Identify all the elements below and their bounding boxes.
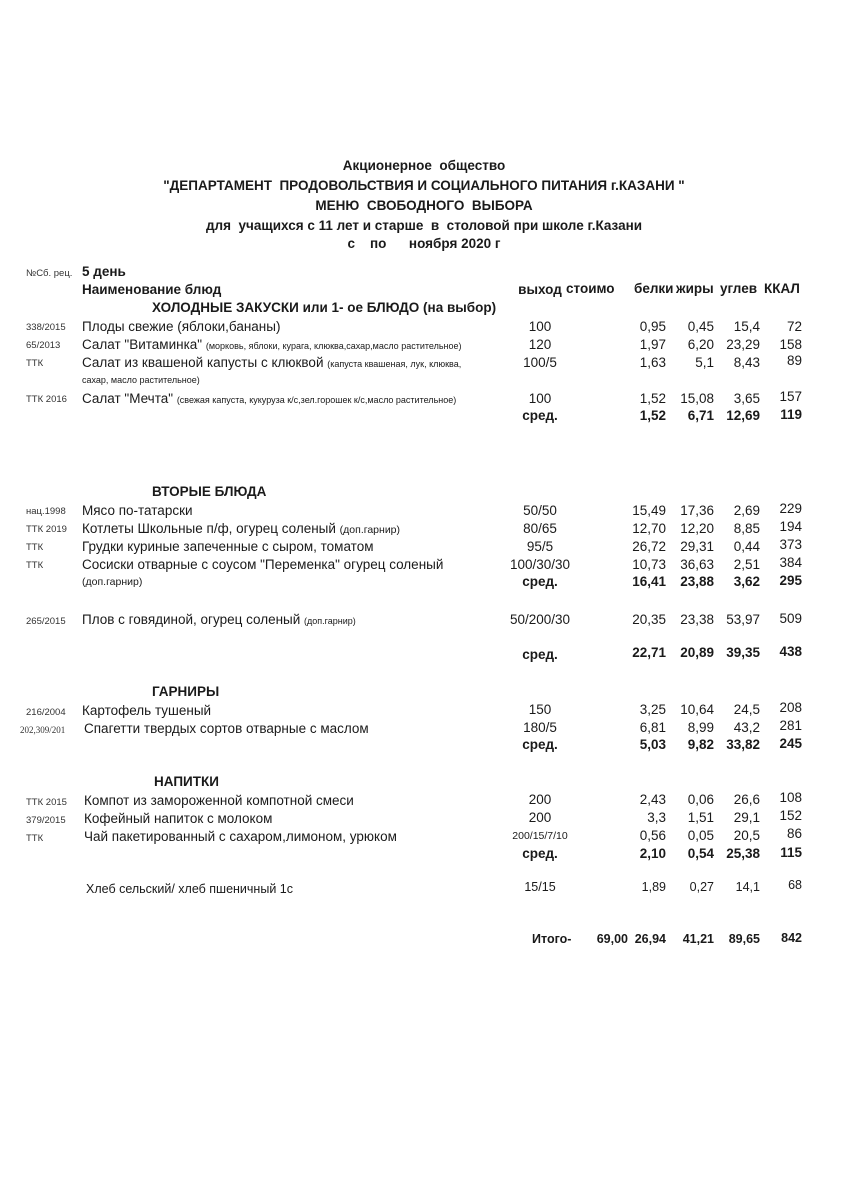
recipe-code: ТТК [26, 358, 44, 369]
fat-value: 0,54 [687, 846, 714, 861]
protein-value: 2,43 [639, 792, 666, 807]
dish-name: Салат "Мечта" [82, 391, 174, 406]
carbs-value: 25,38 [726, 846, 760, 861]
output-value: 180/5 [523, 720, 557, 735]
average-label: сред. [522, 846, 558, 861]
dish-name: Чай пакетированный с сахаром,лимоном, урюком [84, 829, 397, 844]
fat-value: 1,51 [687, 810, 714, 825]
dish-name: Котлеты Школьные п/ф, огурец соленый [82, 521, 336, 536]
carbs-value: 3,62 [733, 574, 760, 589]
recipe-code: 216/2004 [26, 707, 66, 718]
recipe-code: 379/2015 [26, 815, 66, 826]
fat-value: 6,20 [687, 337, 714, 352]
carbs-value: 2,69 [733, 503, 760, 518]
protein-value: 2,10 [639, 846, 666, 861]
carbs-value: 23,29 [726, 337, 760, 352]
total-protein: 26,94 [634, 932, 666, 946]
output-value: 100/5 [523, 355, 557, 370]
kcal-value: 89 [786, 353, 802, 368]
fat-value: 17,36 [680, 503, 714, 518]
fat-value: 36,63 [680, 557, 714, 572]
kcal-value: 509 [779, 611, 802, 626]
carbs-header: углев [720, 281, 757, 296]
kcal-value: 384 [779, 555, 802, 570]
kcal-value: 438 [779, 644, 802, 659]
protein-value: 3,3 [647, 810, 666, 825]
dish-name-wrap [82, 521, 400, 536]
kcal-value: 281 [779, 718, 802, 733]
recipe-code: ТТК [26, 833, 44, 844]
dish-name-header: Наименование блюд [82, 282, 222, 297]
fat-value: 0,27 [689, 880, 714, 894]
fat-value: 0,45 [687, 319, 714, 334]
protein-value: 12,70 [632, 521, 666, 536]
carbs-value: 20,5 [733, 828, 760, 843]
fat-value: 9,82 [687, 737, 714, 752]
carbs-value: 2,51 [733, 557, 760, 572]
recipe-no-header: №Сб. рец. [26, 268, 73, 279]
protein-value: 22,71 [632, 645, 666, 660]
protein-value: 0,56 [639, 828, 666, 843]
fat-header: жиры [676, 281, 714, 296]
section-title-drinks: НАПИТКИ [154, 774, 219, 789]
dish-name: Хлеб сельский/ хлеб пшеничный 1с [86, 882, 293, 896]
cost-header: стоимо [566, 281, 615, 296]
kcal-value: 157 [779, 389, 802, 404]
total-fat: 41,21 [682, 932, 714, 946]
dish-name: Спагетти твердых сортов отварные с маслом [84, 721, 369, 736]
fat-value: 0,06 [687, 792, 714, 807]
recipe-code: ТТК 2019 [26, 524, 67, 535]
fat-value: 23,38 [680, 612, 714, 627]
protein-value: 1,97 [639, 337, 666, 352]
protein-value: 0,95 [639, 319, 666, 334]
output-value: 100 [528, 319, 552, 334]
dish-ingredients: (капуста квашеная, лук, клюква, [327, 359, 462, 369]
output-value: 50/50 [523, 503, 557, 518]
fat-value: 8,99 [687, 720, 714, 735]
kcal-value: 108 [779, 790, 802, 805]
kcal-header: ККАЛ [764, 281, 800, 296]
protein-value: 16,41 [632, 574, 666, 589]
output-header: выход [518, 282, 562, 297]
output-value: 200 [528, 810, 552, 825]
protein-value: 5,03 [639, 737, 666, 752]
recipe-code: 265/2015 [26, 616, 66, 627]
dish-name: Салат "Витаминка" [82, 337, 203, 352]
protein-value: 1,52 [639, 408, 666, 423]
menu-title: МЕНЮ СВОБОДНОГО ВЫБОРА [315, 198, 533, 213]
kcal-value: 373 [779, 537, 802, 552]
dish-ingredients: (морковь, яблоки, курага, клюква,сахар,масло растительное) [205, 341, 462, 351]
dish-name: Плоды свежие (яблоки,бананы) [82, 319, 281, 334]
output-value: 80/65 [523, 521, 557, 536]
kcal-value: 86 [786, 826, 802, 841]
carbs-value: 15,4 [733, 319, 760, 334]
average-label: сред. [522, 737, 558, 752]
total-kcal: 842 [781, 931, 802, 945]
recipe-code: 202,309/201 [20, 725, 66, 735]
kcal-value: 194 [779, 519, 802, 534]
fat-value: 20,89 [680, 645, 714, 660]
protein-value: 1,89 [641, 880, 666, 894]
total-label: Итого- [532, 932, 572, 946]
dish-note: (доп.гарнир) [304, 616, 356, 626]
output-value: 200/15/7/10 [512, 830, 568, 842]
average-label: сред. [522, 574, 558, 589]
fat-value: 5,1 [695, 355, 714, 370]
recipe-code: ТТК 2016 [26, 394, 67, 405]
dish-name: Плов с говядиной, огурец соленый [82, 612, 301, 627]
protein-header: белки [634, 281, 674, 296]
kcal-value: 158 [779, 337, 802, 352]
fat-value: 23,88 [680, 574, 714, 589]
output-value: 15/15 [524, 880, 556, 894]
recipe-code: нац.1998 [26, 506, 66, 517]
output-value: 150 [528, 702, 552, 717]
kcal-value: 68 [788, 878, 802, 892]
fat-value: 15,08 [680, 391, 714, 406]
carbs-value: 0,44 [733, 539, 760, 554]
dish-name: Компот из замороженной компотной смеси [84, 793, 354, 808]
protein-value: 20,35 [632, 612, 666, 627]
output-value: 120 [528, 337, 552, 352]
fat-value: 0,05 [687, 828, 714, 843]
org-name: "ДЕПАРТАМЕНТ ПРОДОВОЛЬСТВИЯ И СОЦИАЛЬНОГО ПИТАНИЯ г.КАЗАНИ " [163, 178, 685, 193]
kcal-value: 208 [779, 700, 802, 715]
protein-value: 3,25 [639, 702, 666, 717]
dish-ingredients-cont: сахар, масло растительное) [82, 375, 200, 385]
menu-audience: для учащихся с 11 лет и старше в столовой при школе г.Казани [205, 218, 643, 233]
carbs-value: 8,85 [733, 521, 760, 536]
recipe-code: 65/2013 [26, 340, 61, 351]
output-value: 50/200/30 [509, 612, 571, 627]
carbs-value: 3,65 [733, 391, 760, 406]
org-type: Акционерное общество [342, 158, 506, 173]
recipe-code: ТТК [26, 560, 44, 571]
kcal-value: 115 [780, 845, 802, 860]
carbs-value: 39,35 [726, 645, 760, 660]
output-value: 95/5 [526, 539, 554, 554]
total-cost: 69,00 [596, 932, 628, 946]
total-carbs: 89,65 [728, 932, 760, 946]
kcal-value: 119 [780, 407, 802, 422]
day-label: 5 день [82, 264, 126, 279]
dish-name-wrap [82, 337, 462, 352]
recipe-code: 338/2015 [26, 322, 66, 333]
protein-value: 26,72 [632, 539, 666, 554]
recipe-code: ТТК [26, 542, 44, 553]
dish-name: Грудки куриные запеченные с сыром, томатом [82, 539, 374, 554]
average-label: сред. [522, 647, 558, 662]
fat-value: 12,20 [680, 521, 714, 536]
section-title-garnish: ГАРНИРЫ [152, 684, 220, 699]
output-value: 200 [528, 792, 552, 807]
carbs-value: 8,43 [733, 355, 760, 370]
kcal-value: 295 [779, 573, 802, 588]
protein-value: 1,52 [639, 391, 666, 406]
carbs-value: 29,1 [733, 810, 760, 825]
output-value: 100/30/30 [509, 557, 571, 572]
dish-note: (доп.гарнир) [82, 576, 143, 588]
carbs-value: 14,1 [735, 880, 760, 894]
carbs-value: 33,82 [726, 737, 760, 752]
protein-value: 6,81 [639, 720, 666, 735]
average-label: сред. [522, 408, 558, 423]
dish-name-wrap [82, 391, 456, 406]
protein-value: 15,49 [632, 503, 666, 518]
section-title-second: ВТОРЫЕ БЛЮДА [152, 484, 267, 499]
section-title-cold: ХОЛОДНЫЕ ЗАКУСКИ или 1- ое БЛЮДО (на выбор) [152, 300, 497, 315]
dish-name: Кофейный напиток с молоком [84, 811, 273, 826]
protein-value: 1,63 [639, 355, 666, 370]
kcal-value: 72 [786, 319, 802, 334]
fat-value: 29,31 [680, 539, 714, 554]
dish-name: Сосиски отварные с соусом "Переменка" огурец соленый [82, 557, 444, 572]
kcal-value: 229 [779, 501, 802, 516]
protein-value: 10,73 [632, 557, 666, 572]
fat-value: 10,64 [680, 702, 714, 717]
carbs-value: 24,5 [733, 702, 760, 717]
carbs-value: 26,6 [733, 792, 760, 807]
dish-note: (доп.гарнир) [339, 524, 401, 536]
menu-dates: с по ноября 2020 г [347, 236, 501, 251]
dish-name-wrap [82, 612, 356, 627]
recipe-code: ТТК 2015 [26, 797, 67, 808]
kcal-value: 245 [779, 736, 802, 751]
dish-name: Мясо по-татарски [82, 503, 193, 518]
carbs-value: 12,69 [726, 408, 760, 423]
dish-name: Салат из квашеной капусты с клюквой [82, 355, 324, 370]
output-value: 100 [528, 391, 552, 406]
fat-value: 6,71 [687, 408, 714, 423]
dish-ingredients: (свежая капуста, кукуруза к/с,зел.горошек к/с,масло растительное) [176, 395, 457, 405]
kcal-value: 152 [779, 808, 802, 823]
dish-name: Картофель тушеный [82, 703, 212, 718]
dish-name-wrap [82, 355, 461, 370]
carbs-value: 43,2 [733, 720, 760, 735]
carbs-value: 53,97 [726, 612, 760, 627]
